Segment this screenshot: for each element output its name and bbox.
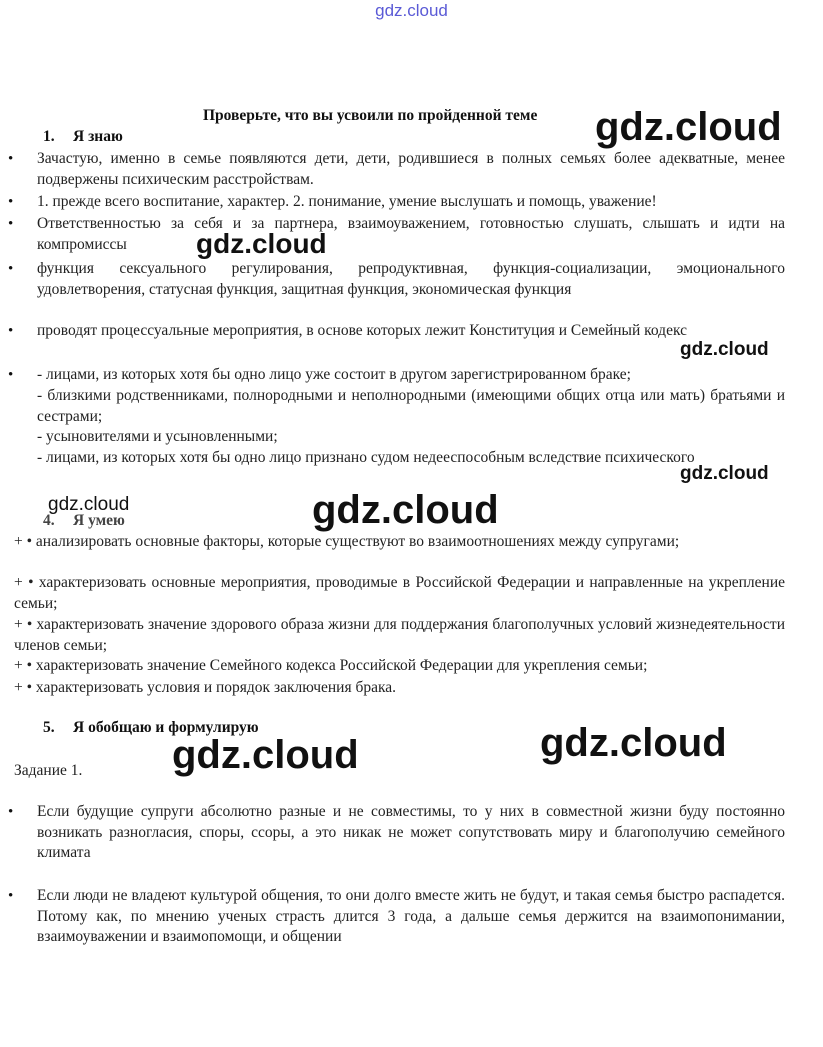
section-5-title: Я обобщаю и формулирую [73, 719, 259, 736]
section-1-title: Я знаю [73, 128, 123, 145]
bullet-icon: • [8, 261, 14, 277]
section-5-item-1: Если будущие супруги абсолютно разные и не совместимы, то у них в совместной жизни буду постоянно возникать разногласия, споры, ссоры, а это никак не может сопутствовать миру и благополучию семейного климата [37, 803, 785, 861]
watermark-logo: gdz.cloud [680, 463, 769, 484]
watermark-logo: gdz.cloud [312, 488, 499, 532]
section-1-list-item-1: - лицами, из которых хотя бы одно лицо уже состоит в другом зарегистрированном браке; [37, 366, 631, 383]
section-4-title: Я умею [73, 512, 125, 529]
watermark-logo: gdz.cloud [540, 721, 727, 765]
watermark-logo: gdz.cloud [48, 494, 130, 515]
section-4-item-1: + • анализировать основные факторы, которые существуют во взаимоотношениях между супругами; [14, 533, 680, 550]
bullet-icon: • [8, 194, 14, 210]
section-1-number: 1. [43, 128, 55, 145]
bullet-icon: • [8, 323, 14, 339]
section-1-list-item-3: - усыновителями и усыновленными; [37, 428, 278, 445]
section-1-list-item-4: - лицами, из которых хотя бы одно лицо признано судом недееспособным вследствие психического [37, 449, 695, 466]
section-1-heading [43, 128, 123, 146]
section-4-number: 4. [43, 512, 55, 529]
bullet-icon: • [8, 216, 14, 232]
bullet-icon: • [8, 151, 14, 167]
section-1-item-5: проводят процессуальные мероприятия, в основе которых лежит Конституция и Семейный кодекс [37, 322, 687, 339]
page-title: Проверьте, что вы усвоили по пройденной теме [203, 107, 538, 124]
section-5-number: 5. [43, 719, 55, 736]
task-label: Задание 1. [14, 762, 83, 779]
section-4-item-5: + • характеризовать условия и порядок заключения брака. [14, 679, 397, 696]
section-1-item-3: Ответственностью за себя и за партнера, взаимоуважением, готовностью слушать, слышать и идти на компромиссы [37, 215, 785, 253]
watermark-logo: gdz.cloud [680, 339, 769, 360]
section-5-item-2: Если люди не владеют культурой общения, то они долго вместе жить не будут, и такая семья быстро распадется. Потому как, по мнению ученых страсть длится 3 года, а дальше семья держится на взаимопонимании, взаимоуважении и взаимопомощи, и общении [37, 887, 785, 945]
section-4-item-4: + • характеризовать значение Семейного кодекса Российской Федерации для укрепления семьи; [14, 657, 648, 674]
watermark-logo: gdz.cloud [196, 228, 327, 259]
section-1-item-1: Зачастую, именно в семье появляются дети, дети, родившиеся в полных семьях более адекватные, менее подвержены психическим расстройствам. [37, 150, 785, 188]
watermark-logo: gdz.cloud [172, 733, 359, 777]
bullet-icon: • [8, 367, 14, 383]
section-4-item-3: + • характеризовать значение здорового образа жизни для поддержания благополучных условий жизнедеятельности членов семьи; [14, 616, 785, 654]
top-watermark: gdz.cloud [375, 1, 448, 20]
watermark-logo: gdz.cloud [595, 105, 782, 149]
bullet-icon: • [8, 804, 14, 820]
bullet-icon: • [8, 888, 14, 904]
section-1-item-2: 1. прежде всего воспитание, характер. 2. понимание, умение выслушать и помощь, уважение! [37, 193, 657, 210]
section-4-item-2: + • характеризовать основные мероприятия, проводимые в Российской Федерации и направленные на укрепление семьи; [14, 574, 785, 612]
section-1-list-item-2: - близкими родственниками, полнородными и неполнородными (имеющими общих отца или мать) братьями и сестрами; [37, 387, 785, 425]
section-1-item-4: функция сексуального регулирования, репродуктивная, функция-социализации, эмоционального удовлетворения, статусная функция, защитная функция, экономическая функция [37, 260, 785, 298]
